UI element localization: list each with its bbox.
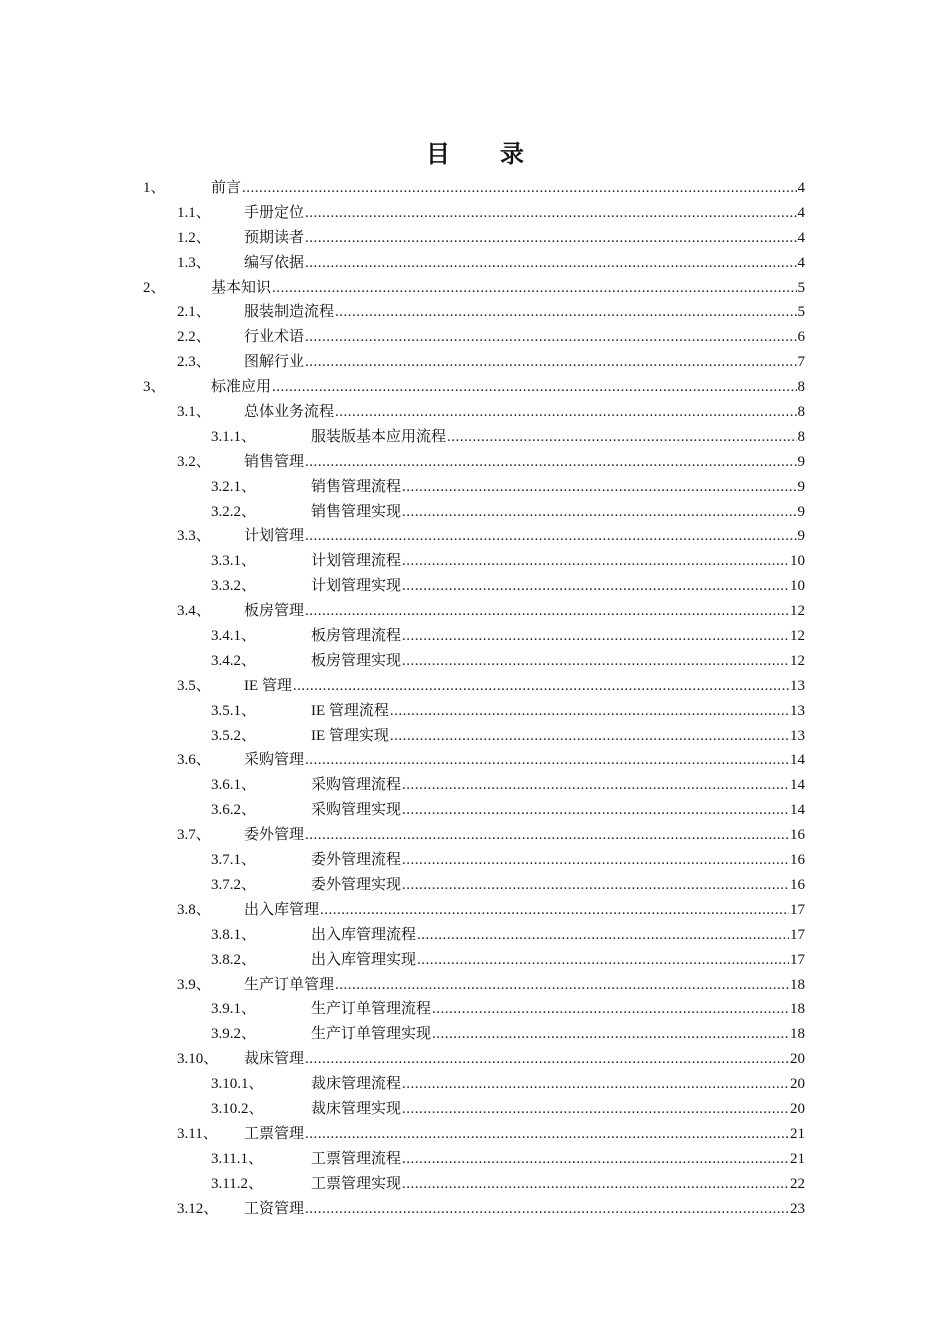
- toc-entry[interactable]: [0, 1097, 950, 1122]
- toc-entry-line: [311, 1172, 805, 1197]
- toc-entry-page: 18: [790, 976, 805, 993]
- toc-entry[interactable]: [0, 1022, 950, 1047]
- toc-entry-title[interactable]: 工资管理: [244, 1200, 305, 1217]
- toc-leader-dots: [402, 624, 789, 649]
- toc-entry-page: 9: [797, 503, 805, 520]
- toc-entry-page: 14: [790, 802, 805, 819]
- toc-entry[interactable]: [0, 699, 950, 724]
- toc-entry-number: 3.7.1、: [211, 852, 257, 869]
- toc-entry[interactable]: [0, 649, 950, 674]
- toc-entry[interactable]: [0, 1172, 950, 1197]
- toc-entry-line: [311, 923, 805, 948]
- toc-leader-dots: [402, 500, 796, 525]
- toc-entry[interactable]: [0, 325, 950, 350]
- toc-entry-number: 3.5.2、: [211, 727, 257, 744]
- toc-entry-title[interactable]: 手册定位: [244, 204, 305, 221]
- toc-leader-dots: [305, 1047, 789, 1072]
- toc-entry-number: 3.2.1、: [211, 478, 257, 495]
- toc-entry-line: [244, 450, 805, 475]
- toc-entry[interactable]: [0, 251, 950, 276]
- toc-entry[interactable]: [0, 798, 950, 823]
- toc-entry-page: 10: [790, 553, 805, 570]
- toc-entry-number: 3.6、: [177, 752, 211, 769]
- toc-entry[interactable]: [0, 1047, 950, 1072]
- toc-leader-dots: [390, 724, 789, 749]
- toc-entry-number: 3.12、: [177, 1200, 219, 1217]
- toc-entry-line: [244, 226, 805, 251]
- toc-entry[interactable]: [0, 674, 950, 699]
- toc-entry[interactable]: [0, 898, 950, 923]
- toc-entry-line: [311, 500, 805, 525]
- toc-entry-title[interactable]: IE 管理: [244, 677, 292, 694]
- toc-entry-page: 13: [790, 677, 805, 694]
- toc-leader-dots: [402, 773, 789, 798]
- toc-entry-line: [244, 524, 805, 549]
- toc-entry-number: 3.8.2、: [211, 951, 257, 968]
- toc-leader-dots: [402, 1147, 789, 1172]
- toc-entry-page: 14: [790, 752, 805, 769]
- toc-entry-page: 17: [790, 951, 805, 968]
- toc-entry-page: 12: [790, 628, 805, 645]
- toc-entry-title[interactable]: 销售管理实现: [311, 503, 402, 520]
- toc-entry-title[interactable]: 采购管理: [244, 752, 305, 769]
- toc-entry-line: [311, 549, 805, 574]
- toc-entry-page: 16: [790, 827, 805, 844]
- toc-entry-page: 13: [790, 702, 805, 719]
- toc-leader-dots: [293, 674, 789, 699]
- toc-entry[interactable]: [0, 574, 950, 599]
- toc-entry-page: 4: [797, 254, 805, 271]
- toc-entry-line: [311, 574, 805, 599]
- toc-entry-title[interactable]: 工票管理流程: [311, 1150, 402, 1167]
- toc-leader-dots: [447, 425, 796, 450]
- toc-leader-dots: [432, 997, 789, 1022]
- toc-leader-dots: [305, 251, 796, 276]
- toc-entry-title[interactable]: 服装制造流程: [244, 304, 335, 321]
- toc-entry-number: 3.3、: [177, 528, 211, 545]
- toc-leader-dots: [305, 350, 796, 375]
- toc-entry-number: 3.5、: [177, 677, 211, 694]
- toc-entry-page: 6: [797, 329, 805, 346]
- toc-entry-page: 13: [790, 727, 805, 744]
- toc-leader-dots: [402, 798, 789, 823]
- toc-entry-title[interactable]: 出入库管理实现: [311, 951, 417, 968]
- toc-entry-title[interactable]: 工票管理: [244, 1125, 305, 1142]
- toc-entry-number: 3.11.1、: [211, 1150, 263, 1167]
- toc-leader-dots: [402, 574, 789, 599]
- toc-entry-line: [244, 599, 805, 624]
- toc-entry-line: [311, 425, 805, 450]
- toc-leader-dots: [305, 823, 789, 848]
- toc-entry-number: 1.2、: [177, 229, 211, 246]
- toc-leader-dots: [305, 226, 796, 251]
- toc-leader-dots: [305, 201, 796, 226]
- toc-entry-page: 16: [790, 876, 805, 893]
- toc-entry-page: 22: [790, 1175, 805, 1192]
- toc-entry[interactable]: [0, 201, 950, 226]
- toc-entry-page: 16: [790, 852, 805, 869]
- toc-entry-line: [311, 724, 805, 749]
- toc-leader-dots: [305, 748, 789, 773]
- toc-entry-title[interactable]: 出入库管理: [244, 901, 320, 918]
- toc-entry-number: 3.3.2、: [211, 578, 257, 595]
- toc-entry-page: 20: [790, 1100, 805, 1117]
- toc-entry-number: 3、: [143, 379, 166, 396]
- toc-entry-page: 4: [797, 180, 805, 196]
- toc-leader-dots: [417, 948, 789, 973]
- toc-entry-number: 3.2、: [177, 453, 211, 470]
- toc-entry[interactable]: [0, 549, 950, 574]
- toc-entry-title[interactable]: 裁床管理实现: [311, 1100, 402, 1117]
- table-of-contents: [0, 176, 950, 1221]
- toc-entry-number: 3.5.1、: [211, 702, 257, 719]
- toc-leader-dots: [402, 848, 789, 873]
- toc-entry[interactable]: [0, 923, 950, 948]
- toc-entry-number: 3.10.2、: [211, 1100, 264, 1117]
- toc-entry-number: 2、: [143, 279, 166, 296]
- toc-entry-page: 21: [790, 1125, 805, 1142]
- toc-entry[interactable]: [0, 276, 950, 301]
- toc-entry[interactable]: [0, 425, 950, 450]
- toc-entry[interactable]: [0, 226, 950, 251]
- toc-entry[interactable]: [0, 524, 950, 549]
- toc-leader-dots: [432, 1022, 789, 1047]
- toc-entry[interactable]: [0, 475, 950, 500]
- toc-leader-dots: [417, 923, 789, 948]
- toc-entry-title[interactable]: IE 管理实现: [311, 727, 389, 744]
- toc-entry-page: 17: [790, 901, 805, 918]
- toc-entry-page: 20: [790, 1076, 805, 1093]
- toc-entry-page: 5: [797, 304, 805, 321]
- toc-entry-title[interactable]: 工票管理实现: [311, 1175, 402, 1192]
- toc-entry-title[interactable]: 服装版基本应用流程: [311, 428, 447, 445]
- toc-entry[interactable]: [0, 624, 950, 649]
- toc-entry[interactable]: [0, 500, 950, 525]
- toc-entry-line: [244, 1047, 805, 1072]
- toc-entry-page: 7: [797, 354, 805, 371]
- toc-entry[interactable]: [0, 973, 950, 998]
- toc-entry[interactable]: [0, 748, 950, 773]
- toc-entry-line: [311, 798, 805, 823]
- toc-entry-number: 3.6.1、: [211, 777, 257, 794]
- toc-entry-line: [244, 350, 805, 375]
- toc-leader-dots: [402, 1097, 789, 1122]
- toc-entry-line: [311, 848, 805, 873]
- toc-entry-title[interactable]: 基本知识: [211, 279, 272, 296]
- toc-entry-line: [311, 773, 805, 798]
- toc-entry-page: 21: [790, 1150, 805, 1167]
- toc-entry-page: 10: [790, 578, 805, 595]
- toc-entry-page: 9: [797, 478, 805, 495]
- toc-leader-dots: [242, 176, 796, 201]
- toc-entry[interactable]: [0, 375, 950, 400]
- toc-leader-dots: [402, 1172, 789, 1197]
- toc-entry[interactable]: [0, 1147, 950, 1172]
- toc-leader-dots: [305, 1122, 789, 1147]
- toc-leader-dots: [335, 400, 796, 425]
- toc-entry-title[interactable]: 总体业务流程: [244, 404, 335, 421]
- toc-entry-line: [244, 325, 805, 350]
- toc-entry[interactable]: [0, 997, 950, 1022]
- toc-entry-page: 4: [797, 204, 805, 221]
- toc-entry-number: 3.7.2、: [211, 876, 257, 893]
- toc-entry-number: 3.11.2、: [211, 1175, 263, 1192]
- toc-entry-page: 5: [797, 279, 805, 296]
- toc-entry[interactable]: [0, 773, 950, 798]
- toc-entry-line: [311, 948, 805, 973]
- toc-entry[interactable]: [0, 873, 950, 898]
- toc-leader-dots: [390, 699, 789, 724]
- toc-entry-page: 18: [790, 1026, 805, 1043]
- toc-leader-dots: [305, 524, 796, 549]
- toc-entry-line: [311, 624, 805, 649]
- toc-entry-title[interactable]: 计划管理: [244, 528, 305, 545]
- toc-entry-number: 3.8、: [177, 901, 211, 918]
- toc-entry-line: [311, 475, 805, 500]
- toc-entry-title[interactable]: 板房管理流程: [311, 628, 402, 645]
- toc-entry-number: 2.2、: [177, 329, 211, 346]
- toc-entry-line: [311, 1072, 805, 1097]
- toc-entry-line: [244, 823, 805, 848]
- toc-entry-title[interactable]: 图解行业: [244, 354, 305, 371]
- toc-leader-dots: [305, 599, 789, 624]
- toc-entry-title[interactable]: 生产订单管理流程: [311, 1001, 432, 1018]
- toc-entry-title[interactable]: 前言: [211, 180, 242, 196]
- toc-entry-page: 14: [790, 777, 805, 794]
- toc-entry-number: 3.10、: [177, 1051, 219, 1068]
- toc-entry-number: 1、: [143, 180, 166, 196]
- toc-entry-number: 3.3.1、: [211, 553, 257, 570]
- toc-entry-title[interactable]: 销售管理: [244, 453, 305, 470]
- toc-entry-line: [244, 898, 805, 923]
- toc-entry[interactable]: [0, 300, 950, 325]
- toc-entry-number: 3.2.2、: [211, 503, 257, 520]
- toc-entry-number: 3.10.1、: [211, 1076, 264, 1093]
- toc-entry-page: 8: [797, 428, 805, 445]
- toc-entry-page: 17: [790, 926, 805, 943]
- toc-entry-title[interactable]: 生产订单管理实现: [311, 1026, 432, 1043]
- toc-entry-page: 12: [790, 603, 805, 620]
- toc-entry-line: [311, 997, 805, 1022]
- toc-entry-title[interactable]: 编写依据: [244, 254, 305, 271]
- toc-entry-title[interactable]: 采购管理流程: [311, 777, 402, 794]
- toc-leader-dots: [335, 973, 789, 998]
- toc-entry-number: 2.3、: [177, 354, 211, 371]
- toc-entry[interactable]: [0, 724, 950, 749]
- toc-entry-number: 3.4.2、: [211, 652, 257, 669]
- toc-entry-line: [211, 276, 805, 301]
- toc-entry-line: [244, 674, 805, 699]
- toc-leader-dots: [272, 375, 796, 400]
- toc-entry-number: 1.1、: [177, 204, 211, 221]
- toc-entry-title[interactable]: 计划管理流程: [311, 553, 402, 570]
- toc-entry-title[interactable]: 采购管理实现: [311, 802, 402, 819]
- toc-leader-dots: [305, 1197, 789, 1222]
- toc-entry-number: 3.4.1、: [211, 628, 257, 645]
- toc-entry-line: [244, 973, 805, 998]
- toc-entry-title[interactable]: 委外管理: [244, 827, 305, 844]
- toc-entry-page: 8: [797, 379, 805, 396]
- toc-entry-title[interactable]: 销售管理流程: [311, 478, 402, 495]
- toc-entry-line: [311, 1022, 805, 1047]
- toc-entry-number: 3.9.1、: [211, 1001, 257, 1018]
- toc-entry-page: 9: [797, 528, 805, 545]
- toc-entry-page: 18: [790, 1001, 805, 1018]
- toc-leader-dots: [320, 898, 789, 923]
- toc-entry-title[interactable]: 行业术语: [244, 329, 305, 346]
- toc-leader-dots: [305, 325, 796, 350]
- toc-leader-dots: [402, 873, 789, 898]
- toc-entry-line: [244, 251, 805, 276]
- toc-leader-dots: [402, 549, 789, 574]
- toc-entry[interactable]: [0, 599, 950, 624]
- toc-title: 目 录: [426, 142, 546, 168]
- toc-entry[interactable]: [0, 176, 950, 201]
- toc-entry-number: 3.9、: [177, 976, 211, 993]
- toc-entry-line: [211, 375, 805, 400]
- toc-entry-line: [311, 649, 805, 674]
- toc-entry[interactable]: [0, 350, 950, 375]
- toc-entry-line: [244, 748, 805, 773]
- toc-entry[interactable]: [0, 450, 950, 475]
- toc-entry-number: 3.1、: [177, 404, 211, 421]
- toc-entry[interactable]: [0, 948, 950, 973]
- toc-entry-number: 1.3、: [177, 254, 211, 271]
- toc-entry-page: 8: [797, 404, 805, 421]
- toc-entry[interactable]: [0, 848, 950, 873]
- toc-entry[interactable]: [0, 1072, 950, 1097]
- toc-entry-title[interactable]: 预期读者: [244, 229, 305, 246]
- toc-entry-page: 9: [797, 453, 805, 470]
- toc-entry-title[interactable]: 生产订单管理: [244, 976, 335, 993]
- toc-entry-line: [244, 201, 805, 226]
- toc-leader-dots: [335, 300, 796, 325]
- toc-entry-title[interactable]: 板房管理: [244, 603, 305, 620]
- toc-entry-line: [311, 1147, 805, 1172]
- toc-entry-line: [211, 176, 805, 201]
- toc-entry-number: 2.1、: [177, 304, 211, 321]
- toc-entry-line: [244, 300, 805, 325]
- toc-entry-number: 3.8.1、: [211, 926, 257, 943]
- toc-leader-dots: [305, 450, 796, 475]
- toc-leader-dots: [402, 649, 789, 674]
- toc-entry-line: [311, 1097, 805, 1122]
- toc-entry-title[interactable]: 计划管理实现: [311, 578, 402, 595]
- toc-entry-page: 20: [790, 1051, 805, 1068]
- toc-entry[interactable]: [0, 1122, 950, 1147]
- toc-entry-page: 23: [790, 1200, 805, 1217]
- toc-entry-title[interactable]: 板房管理实现: [311, 652, 402, 669]
- toc-entry-number: 3.6.2、: [211, 802, 257, 819]
- toc-entry-title[interactable]: IE 管理流程: [311, 702, 389, 719]
- toc-entry-title[interactable]: 出入库管理流程: [311, 926, 417, 943]
- toc-entry-number: 3.7、: [177, 827, 211, 844]
- toc-entry-number: 3.9.2、: [211, 1026, 257, 1043]
- toc-entry-title[interactable]: 委外管理实现: [311, 876, 402, 893]
- toc-leader-dots: [402, 475, 796, 500]
- toc-entry-number: 3.4、: [177, 603, 211, 620]
- toc-entry-number: 3.1.1、: [211, 428, 257, 445]
- toc-entry-line: [244, 1197, 805, 1222]
- toc-entry-line: [311, 873, 805, 898]
- toc-entry[interactable]: [0, 1197, 950, 1222]
- toc-entry-number: 3.11、: [177, 1125, 218, 1142]
- toc-entry-page: 12: [790, 652, 805, 669]
- toc-entry-page: 4: [797, 229, 805, 246]
- toc-leader-dots: [402, 1072, 789, 1097]
- toc-entry-title[interactable]: 裁床管理: [244, 1051, 305, 1068]
- toc-entry-line: [244, 400, 805, 425]
- toc-entry[interactable]: [0, 823, 950, 848]
- toc-entry-title[interactable]: 标准应用: [211, 379, 272, 396]
- toc-leader-dots: [272, 276, 796, 301]
- toc-entry[interactable]: [0, 400, 950, 425]
- toc-entry-title[interactable]: 裁床管理流程: [311, 1076, 402, 1093]
- toc-entry-line: [311, 699, 805, 724]
- toc-entry-title[interactable]: 委外管理流程: [311, 852, 402, 869]
- toc-entry-line: [244, 1122, 805, 1147]
